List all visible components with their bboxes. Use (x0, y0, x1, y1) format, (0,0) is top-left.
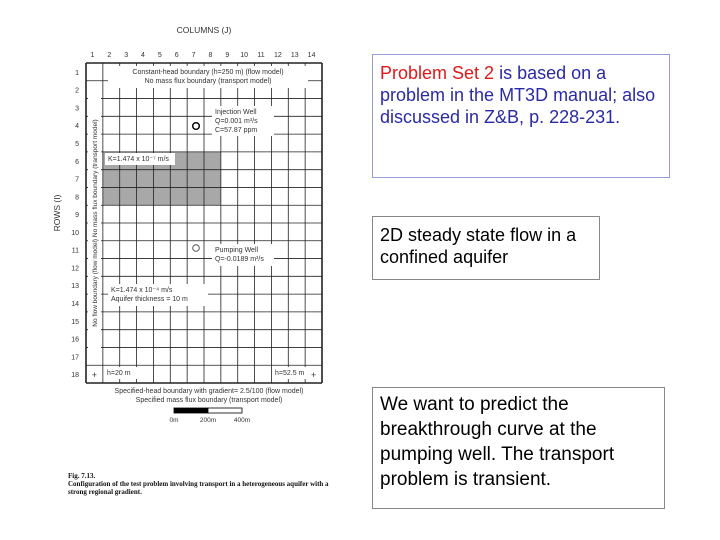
flow-description-text: 2D steady state flow in a confined aquifer (380, 225, 577, 267)
scale-bar-white (208, 408, 242, 413)
column-label: 12 (273, 52, 282, 59)
column-label: 4 (141, 52, 145, 59)
scale-label: 0m (169, 417, 179, 424)
model-grid-diagram (0, 0, 360, 470)
pumping-well-label: Q=-0.0189 m³/s (215, 256, 264, 263)
head-right-label: h=52.5 m (275, 370, 305, 377)
aquifer-props-label: K=1.474 x 10⁻⁴ m/s (111, 287, 173, 294)
left-boundary-label: No flow boundary (flow model) No mass flux boundary (transport model) (92, 119, 99, 327)
column-label: 6 (174, 52, 179, 59)
injection-well-label: Q=0.001 m³/s (215, 118, 258, 125)
column-label: 8 (208, 52, 213, 59)
row-label: 4 (75, 123, 79, 131)
column-label: 2 (107, 52, 112, 59)
row-label: 7 (75, 176, 79, 184)
column-label: 13 (290, 52, 299, 59)
problem-set-box (372, 54, 670, 178)
scale-label: 200m (199, 417, 217, 424)
pumping-well-label: Pumping Well (215, 247, 259, 254)
plus-marker-left: + (91, 370, 98, 380)
row-label: 2 (75, 87, 79, 95)
pumping-well-icon (193, 245, 200, 252)
low-k-label: K=1.474 x 10⁻⁷ m/s (108, 156, 169, 163)
bottom-boundary-label: Specified-head boundary with gradient= 2.5/100 (flow model) (114, 388, 304, 395)
scale-label: 400m (233, 417, 251, 424)
head-left-label: h=20 m (107, 370, 131, 377)
problem-set-text: is based on a problem in the MT3D manual; also discussed in Z&B, p. 228-231. (380, 63, 656, 127)
column-label: 5 (157, 52, 162, 59)
column-label: 11 (257, 52, 265, 59)
column-label: 10 (240, 52, 249, 59)
caption-text: Configuration of the test problem involving transport in a heterogeneous aquifer with a strong regional gradient. (68, 480, 329, 496)
column-label: 7 (191, 52, 196, 59)
column-label: 14 (307, 52, 316, 59)
injection-well-icon (193, 123, 200, 130)
rows-title: ROWS (I) (52, 194, 62, 232)
row-label: 14 (71, 301, 79, 308)
top-boundary-label: Constant-head boundary (h=250 m) (flow model) (132, 69, 284, 76)
row-label: 18 (71, 372, 79, 380)
aquifer-props-label: Aquifer thickness = 10 m (111, 296, 188, 303)
row-label: 5 (75, 141, 79, 148)
row-label: 3 (75, 105, 79, 113)
row-label: 16 (71, 336, 79, 344)
row-label: 9 (75, 212, 79, 220)
injection-well-label: Injection Well (215, 109, 257, 116)
caption-title: Fig. 7.13. (68, 472, 96, 480)
column-label: 3 (124, 52, 129, 59)
row-label: 13 (71, 283, 79, 291)
bottom-boundary-label: Specified mass flux boundary (transport model) (135, 397, 283, 404)
figure-caption (68, 472, 338, 496)
row-label: 11 (71, 247, 79, 255)
row-label: 10 (71, 229, 79, 237)
goal-description-text: We want to predict the breakthrough curve at the pumping well. The transport problem is transient. (380, 394, 615, 490)
columns-title: COLUMNS (J) (176, 25, 232, 35)
row-label: 17 (71, 354, 79, 362)
row-label: 12 (71, 265, 79, 273)
column-label: 9 (225, 52, 230, 59)
top-boundary-label: No mass flux boundary (transport model) (144, 78, 272, 85)
row-label: 15 (71, 318, 79, 326)
goal-description-box (372, 387, 665, 509)
row-label: 6 (75, 158, 79, 166)
problem-set-highlight: Problem Set 2 (380, 63, 495, 83)
column-label: 1 (90, 52, 95, 59)
flow-description-box (372, 216, 600, 280)
row-label: 1 (75, 69, 79, 77)
scale-bar-black (174, 408, 208, 413)
plus-marker-right: + (310, 370, 317, 380)
row-label: 8 (75, 194, 79, 202)
injection-well-label: C=57.87 ppm (215, 127, 258, 134)
